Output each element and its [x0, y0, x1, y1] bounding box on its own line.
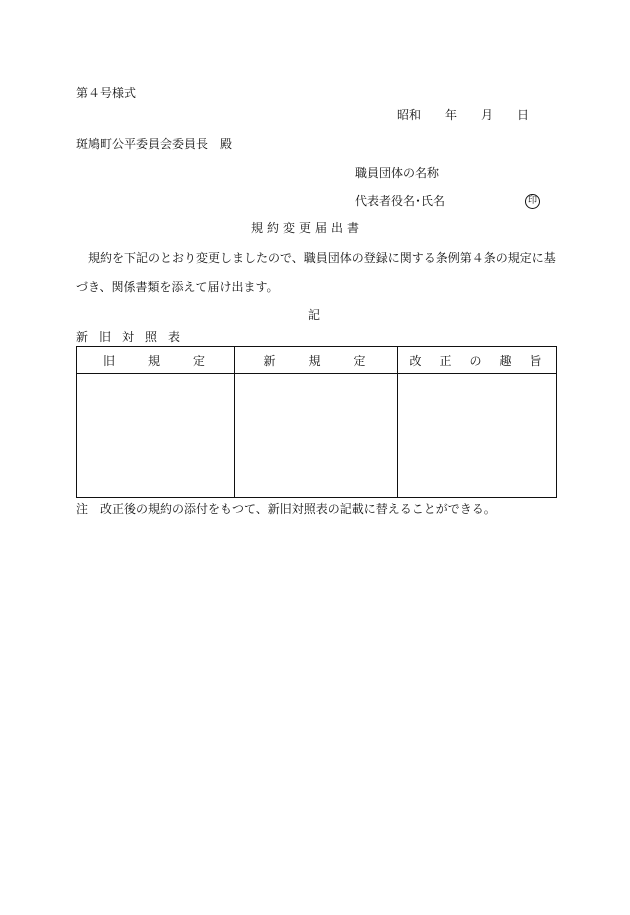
header-new-rule: 新 規 定 — [235, 347, 398, 374]
table-header-row — [77, 347, 557, 374]
date-line: 昭和 年 月 日 — [397, 108, 530, 122]
form-number: 第４号様式 — [76, 86, 137, 100]
cell-revision-purpose[interactable] — [398, 374, 557, 498]
table-row — [77, 374, 557, 498]
addressee: 斑鳩町公平委員会委員長 殿 — [76, 137, 233, 151]
header-revision-purpose: 改 正 の 趣 旨 — [398, 347, 557, 374]
ki-heading: 記 — [308, 308, 321, 322]
footnote: 注 改正後の規約の添付をもつて、新旧対照表の記載に替えることができる。 — [76, 502, 496, 516]
cell-new-rule[interactable] — [235, 374, 398, 498]
org-name-label: 職員団体の名称 — [355, 166, 440, 180]
body-line-2: づき、関係書類を添えて届け出ます。 — [76, 280, 279, 294]
seal-mark: 印 — [525, 194, 540, 209]
cell-old-rule[interactable] — [77, 374, 235, 498]
table-title: 新旧対照表 — [76, 330, 192, 344]
body-line-1: 規約を下記のとおり変更しましたので、職員団体の登録に関する条例第４条の規定に基 — [88, 251, 556, 265]
document-title: 規約変更届出書 — [251, 221, 364, 235]
representative-label: 代表者役名･氏名 — [355, 194, 446, 208]
header-old-rule: 旧 規 定 — [77, 347, 235, 374]
comparison-table — [76, 346, 557, 498]
